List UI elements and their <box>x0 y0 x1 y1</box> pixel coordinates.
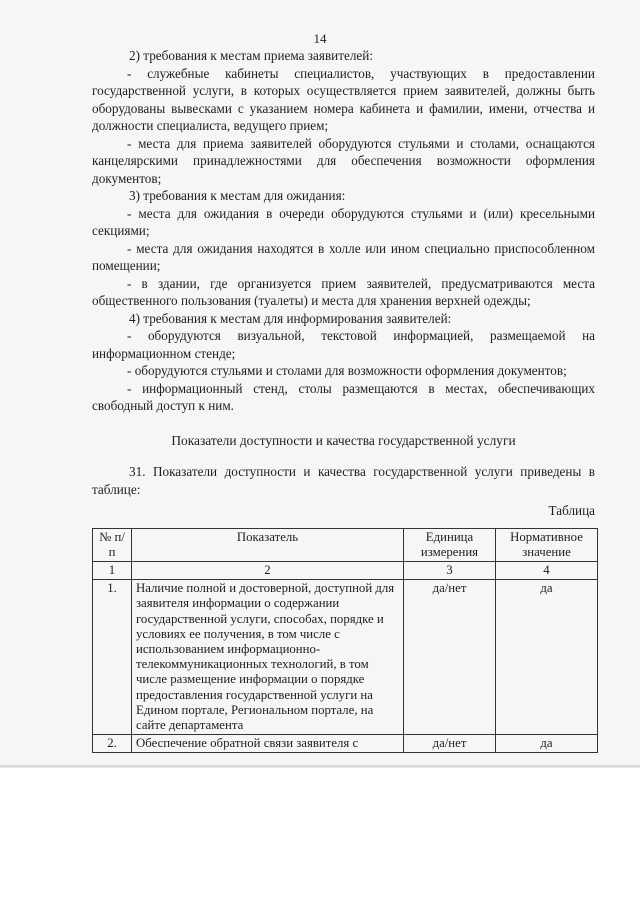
column-number: 4 <box>496 561 598 579</box>
header-value: Нормативное значение <box>496 528 598 561</box>
paragraph-requirements-reception: 2) требования к местам приема заявителей: <box>129 48 373 63</box>
paragraph-requirements-info: 4) требования к местам для информирования заявителей: <box>129 310 452 326</box>
paragraph-info-stand: - оборудуются визуальной, текстовой информацией, размещаемой на информационном стенде; <box>92 328 595 361</box>
column-number: 1 <box>93 561 132 579</box>
paragraph-requirements-waiting: 3) требования к местам для ожидания: <box>129 188 346 203</box>
table-column-number-row <box>93 561 598 579</box>
indicators-table <box>92 528 598 754</box>
clause-31: 31. Показатели доступности и качества государственной услуги приведены в таблице: <box>92 464 595 497</box>
paragraph-free-access: - информационный стенд, столы размещаются в местах, обеспечивающих свободный доступ к ним. <box>92 380 595 413</box>
table-row <box>93 580 598 735</box>
header-indicator: Показатель <box>132 528 404 561</box>
table-caption: Таблица <box>548 503 595 518</box>
paragraph-waiting-seats: - места для ожидания в очереди оборудуются стульями и (или) кресельными секциями; <box>92 205 595 238</box>
row-indicator: Наличие полной и достоверной, доступной для заявителя информации о содержании государственной услуги, способах, порядке и условиях ее получения, в том числе с использованием информационно-телекоммуникационных технологий, в том числе размещение информации о порядке предоставления государственной услуги на Едином портале, Региональном портале, на сайте департамента <box>132 580 404 735</box>
row-indicator: Обеспечение обратной связи заявителя с <box>132 735 404 753</box>
table-header-row <box>93 528 598 561</box>
column-number: 2 <box>132 561 404 579</box>
paragraph-public-facilities: - в здании, где организуется прием заявителей, предусматриваются места общественного пользования (туалеты) и места для хранения верхней одежды; <box>92 275 595 308</box>
row-num: 2. <box>93 735 132 753</box>
paragraph-offices: - служебные кабинеты специалистов, участвующих в предоставлении государственной услуги, в которых осуществляется прием заявителей, должны быть оборудованы вывесками с указанием номера кабинета и фамилии, имени, отчества и должности специалиста, ведущего прием; <box>92 65 595 133</box>
paragraph-reception-furniture: - места для приема заявителей оборудуются стульями и столами, оснащаются канцелярскими принадлежностями для обеспечения возможности оформления документов; <box>92 135 595 186</box>
paragraph-info-furniture: - оборудуются стульями и столами для возможности оформления документов; <box>127 363 567 378</box>
page-number: 14 <box>313 31 327 46</box>
header-unit: Единица измерения <box>404 528 496 561</box>
document-body <box>92 47 595 753</box>
paragraph-waiting-hall: - места для ожидания находятся в холле или ином специально приспособленном помещении; <box>92 240 595 273</box>
row-unit: да/нет <box>404 580 496 735</box>
row-value: да <box>496 735 598 753</box>
row-value: да <box>496 580 598 735</box>
header-num: № п/п <box>93 528 132 561</box>
row-num: 1. <box>93 580 132 735</box>
table-row <box>93 735 598 753</box>
row-unit: да/нет <box>404 735 496 753</box>
section-heading: Показатели доступности и качества государственной услуги <box>171 432 516 448</box>
column-number: 3 <box>404 561 496 579</box>
